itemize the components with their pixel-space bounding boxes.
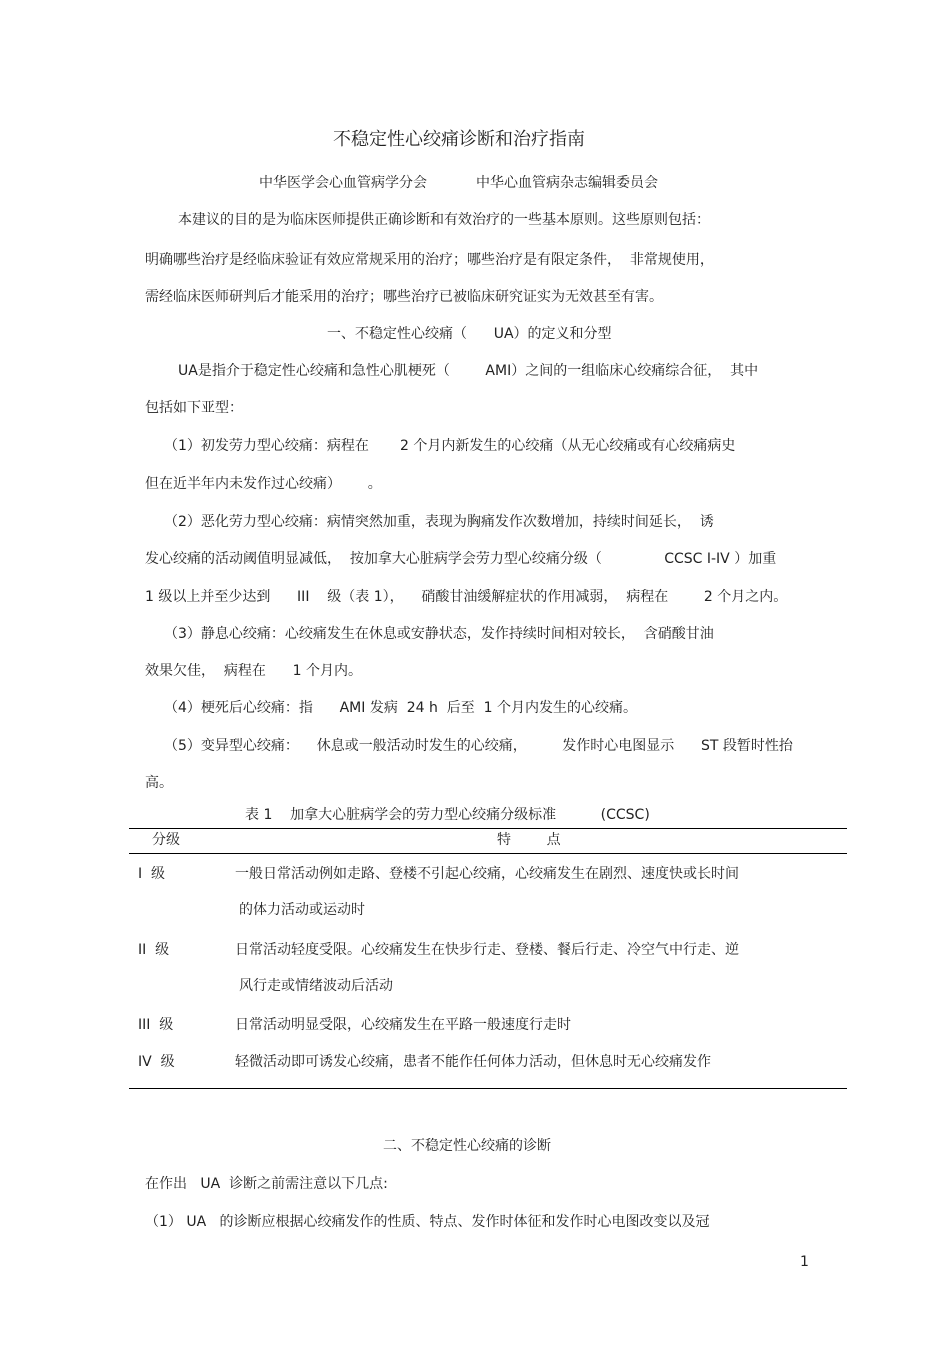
definition-line-2: 包括如下亚型： [145,400,243,416]
author-org-2: 中华心血管病杂志编辑委员会 [476,175,658,191]
subtype-2-line-1: （2）恶化劳力型心绞痛：病情突然加重，表现为胸痛发作次数增加，持续时间延长， 诱 [164,514,714,530]
section-1-heading: 一、不稳定性心绞痛（ UA）的定义和分型 [327,326,612,342]
table-row-grade-4: IV 级 [138,1054,175,1070]
table-caption: 表 1 加拿大心脏病学会的劳力型心绞痛分级标准 (CCSC) [245,807,650,823]
subtype-2-line-3: 1 级以上并至少达到 III 级（表 1）， 硝酸甘油缓解症状的作用减弱， 病程在 2 个月之内。 [145,589,788,605]
definition-line-1: UA是指介于稳定性心绞痛和急性心肌梗死（ AMI）之间的一组临床心绞痛综合征， 其中 [178,363,759,379]
intro-line-2: 明确哪些治疗是经临床验证有效应常规采用的治疗；哪些治疗是有限定条件， 非常规使用， [145,252,714,268]
section-2-heading: 二、不稳定性心绞痛的诊断 [383,1138,551,1154]
subtype-1-line-2: 但在近半年内未发作过心绞痛） 。 [145,476,382,492]
table-header-feature: 特 点 [497,832,561,848]
table-row-feature-2-line-1: 日常活动轻度受限。心绞痛发生在快步行走、登楼、餐后行走、冷空气中行走、逆 [235,942,739,958]
subtype-5-line-1: （5）变异型心绞痛： 休息或一般活动时发生的心绞痛， 发作时心电图显示 ST 段暂时性抬 [164,738,793,754]
section-2-line-2: （1） UA 的诊断应根据心绞痛发作的性质、特点、发作时体征和发作时心电图改变以及冠 [145,1214,710,1230]
table-row-grade-1: I 级 [138,866,166,882]
subtype-2-line-2: 发心绞痛的活动阈值明显减低， 按加拿大心脏病学会劳力型心绞痛分级（ CCSC I-IV ）加重 [145,551,777,567]
section-2-line-1: 在作出 UA 诊断之前需注意以下几点: [145,1176,388,1192]
subtype-3-line-2: 效果欠佳， 病程在 1 个月内。 [145,663,362,679]
subtype-3-line-1: （3）静息心绞痛：心绞痛发生在休息或安静状态，发作持续时间相对较长， 含硝酸甘油 [164,626,714,642]
table-row-feature-1-line-1: 一般日常活动例如走路、登楼不引起心绞痛，心绞痛发生在剧烈、速度快或长时间 [235,866,739,882]
table-row-feature-2-line-2: 风行走或情绪波动后活动 [239,978,393,994]
document-title: 不稳定性心绞痛诊断和治疗指南 [333,129,585,150]
subtype-1-line-1: （1）初发劳力型心绞痛：病程在 2 个月内新发生的心绞痛（从无心绞痛或有心绞痛病史 [164,438,736,454]
intro-line-3: 需经临床医师研判后才能采用的治疗；哪些治疗已被临床研究证实为无效甚至有害。 [145,289,663,305]
table-row-grade-3: III 级 [138,1017,174,1033]
table-header-grade: 分级 [152,832,180,848]
table-header-rule [129,853,847,854]
intro-line-1: 本建议的目的是为临床医师提供正确诊断和有效治疗的一些基本原则。这些原则包括： [178,212,710,228]
table-row-feature-3-line-1: 日常活动明显受限，心绞痛发生在平路一般速度行走时 [235,1017,571,1033]
subtype-4-line-1: （4）梗死后心绞痛：指 AMI 发病 24 h 后至 1 个月内发生的心绞痛。 [164,700,638,716]
table-row-feature-1-line-2: 的体力活动或运动时 [239,902,365,918]
table-row-grade-2: II 级 [138,942,170,958]
table-row-feature-4-line-1: 轻微活动即可诱发心绞痛，患者不能作任何体力活动，但休息时无心绞痛发作 [235,1054,711,1070]
page-number: 1 [800,1254,809,1270]
author-org-1: 中华医学会心血管病学分会 [259,175,427,191]
table-top-rule [129,828,847,829]
table-bottom-rule [129,1088,847,1089]
subtype-5-line-2: 高。 [145,775,173,791]
